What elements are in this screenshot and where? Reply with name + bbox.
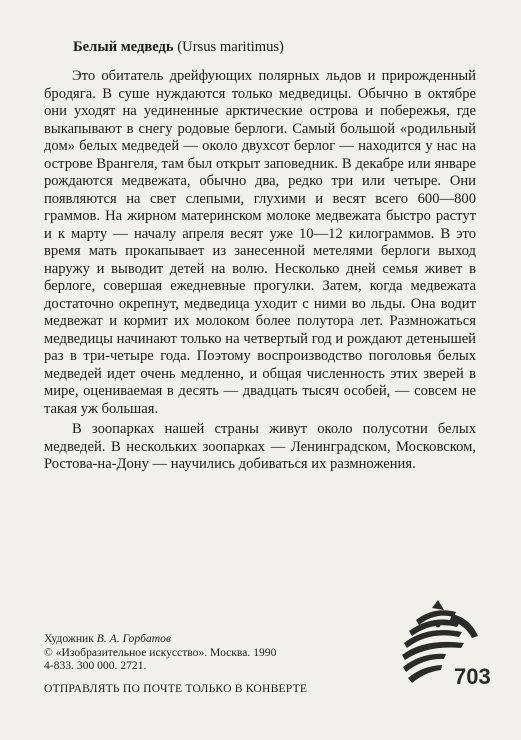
logo-number: 703 [454,664,491,689]
title-russian: Белый медведь [73,39,174,55]
article-body [44,68,476,474]
title-latin: (Ursus maritimus) [177,39,284,55]
paragraph: В зоопарках нашей страны живут около полусотни белых медведей. В нескольких зоопарках — Ленинградском, Московском, Ростова-на-Дону — научились добиваться их размножения. [44,421,476,472]
publication-credits [44,632,276,673]
artist-name: В. А. Горбатов [96,632,171,645]
artist-label: Художник [44,632,94,645]
catalog-line: 4-833. 300 000. 2721. [44,659,147,672]
mailing-note: ОТПРАВЛЯТЬ ПО ПОЧТЕ ТОЛЬКО В КОНВЕРТЕ [44,682,308,695]
publisher-line: © «Изобразительное искусство». Москва. 1990 [44,645,277,659]
artist-credit [44,632,276,646]
paragraph: Это обитатель дрейфующих полярных льдов и прирожденный бродяга. В суше нуждаются только медведицы. Обычно в октябре они уходят на уединенные арктические острова и побережья, где выкапывают в снегу родовые берлоги. Самый большой «родильный дом» белых медведей — около двухсот берлог — находится у нас на острове Врангеля, там был открыт заповедник. В декабре или январе рождаются медвежата, обычно два, редко три или четыре. Они появляются на свет слепыми, глухими и весят всего 600—800 граммов. На жирном материнском молоке медвежата быстро растут и к марту — началу апреля весят уже 10—12 килограммов. В это время мать прокапывает из занесенной метелями берлоги выход наружу и выводит детей на волю. Несколько дней семья живет в берлоге, совершая ежедневные прогулки. Затем, когда медвежата достаточно окрепнут, медведица уходит с ними во льды. Она водит медвежат и кормит их молоком более полутора лет. Размножаться медведицы начинают только на четвертый год и рождают детенышей раз в три-четыре года. Поэтому воспроизводство поголовья белых медведей идет очень медленно, и общая численность этих зверей в мире, оцениваемая в десять — двадцать тысяч особей, — совсем не такая уж большая. [44,68,476,417]
article-title [73,38,284,56]
zebra-head-icon [394,598,494,690]
